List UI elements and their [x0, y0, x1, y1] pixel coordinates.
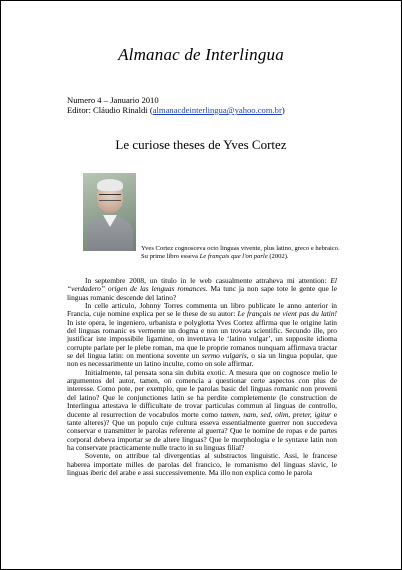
- caption-book-title: Le français que l'on parle: [199, 253, 268, 261]
- italic-phrase: tamen, nam, sed, olim, preter, igitur: [220, 409, 331, 419]
- italic-phrase: El “verdadero” origen de las lenguas romances: [67, 276, 337, 294]
- text-run: In celle articulo, Johnny Torres commenta un libro publicate le anno anterior in Francia, cuje nomine explica per se le these de su autor:: [67, 301, 337, 319]
- editor-suffix: ): [281, 105, 285, 115]
- editor-line: [67, 105, 285, 115]
- body-paragraph: [67, 277, 337, 302]
- photo-caption: [141, 245, 371, 262]
- italic-phrase: sermo vulgaris: [201, 351, 247, 361]
- caption-line-1: Yves Cortez cognosceva octo linguas vivente, plus latino, greco e hebraico.: [141, 245, 340, 252]
- issue-number: Numero 4 – Januario 2010: [67, 95, 159, 105]
- text-run: . Ma tunc ja non sape tote le gente que le linguas romanic descende del latino?: [67, 284, 337, 302]
- editor-email-link[interactable]: almanacdeinterlingua@yahoo.com.br: [152, 105, 282, 115]
- author-photo: [83, 173, 136, 251]
- masthead-title: Almanac de Interlingua: [118, 45, 284, 64]
- text-run: Initialmente, tal pensata sona sin dubita exotic. A mesura que on cognosce melio le argumentos del autor, tamen, on comencia a questionar certe aspectos con plus de interesse. Como pote, per exemplo, que le parolas basic del linguas romanic non proveni del latino? Que le conjunctiones latin se ha perdite completemente (le construction de Interlingua attestava le difficultate de trovar particulas commun al linguas de controllo, ducente al resurrection de vocabulos morte como: [67, 367, 337, 419]
- article-body: [67, 277, 337, 477]
- italic-phrase: Le français ne vient pas du latin!: [237, 309, 337, 319]
- caption-line-2: Su prime libro esseva Le français que l'on parle (2002).: [141, 253, 289, 261]
- body-paragraph: [67, 302, 337, 369]
- text-run: e tante alteres)? Que un populo cuje cultura esseva essentialmente guerrer non succedeva conservar e transmitter le parolas referente al guerra? Que le nomine de ropas e de partes corporal debeva importar se de altere linguas? Que le morphologia e le syntaxe latin non ha conservate practicamente nulle tracto in su linguas filial?: [67, 409, 337, 452]
- body-paragraph: [67, 452, 337, 477]
- text-run: In septembre 2008, un titulo in le web casualmente attraheva mi attention:: [85, 276, 331, 285]
- text-run: , o sia un lingua popular, que non es necessarimente un latino inculte, como on sole affirmar.: [67, 351, 337, 369]
- body-paragraph: [67, 369, 337, 452]
- issue-info: [67, 95, 285, 115]
- text-run: In iste opera, le ingeniero, urbanista e polyglotta Yves Cortez affirma que le origine latin del linguas romanic es vermente un dogma e non un trovata scientific. Secundo ille, pro justificar iste impossibile ligamine, on inventava le ‘latino vulgar’, un supposite idioma corrupte parlate per le plebe roman, ma que le proprie romanos nunquam affirmava tractar se del lingua latin: on mentiona sovente un: [67, 317, 337, 361]
- text-run: Sovente, on attribue tal divergentias al substractos linguistic. Assi, le francese haberea importate milles de parolas del francico, le romanismo del linguas slavic, le linguas iberic del arabe e assi successivemente. Ma illo non explica como le parola: [67, 451, 337, 477]
- article-title: Le curiose theses de Yves Cortez: [115, 137, 287, 152]
- editor-prefix: Editor: Cláudio Rinaldi (: [67, 105, 153, 115]
